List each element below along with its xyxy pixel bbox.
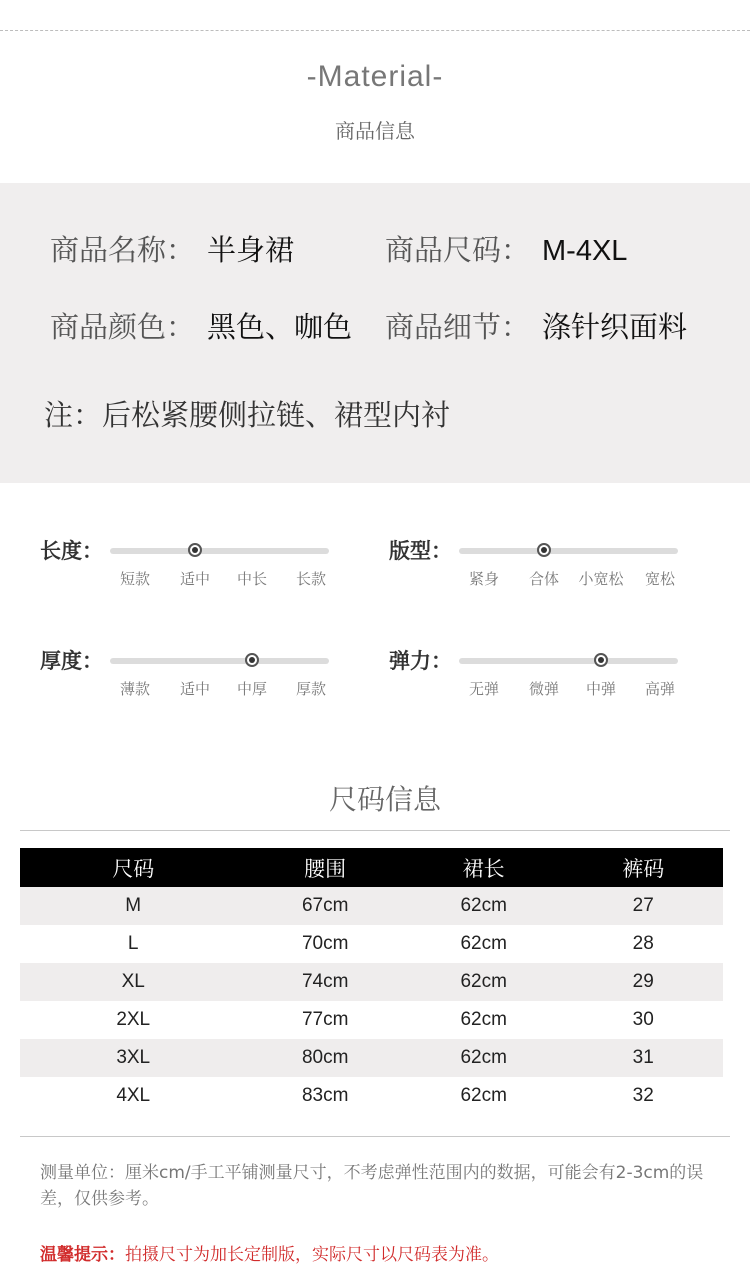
attribute-label: 弹力： [389, 649, 452, 673]
attribute-option: 小宽松 [578, 570, 624, 588]
product-color-value: 黑色、咖色 [207, 310, 353, 344]
table-cell: 4XL [20, 1077, 246, 1115]
size-chart-table [20, 848, 723, 1115]
product-name-row [50, 228, 294, 269]
attribute-track [110, 658, 329, 664]
attribute-indicator [594, 653, 608, 667]
attribute-option: 微弹 [528, 680, 560, 698]
attribute-indicator [188, 543, 202, 557]
attribute-option: 薄款 [119, 680, 151, 698]
column-header: 裤码 [563, 848, 723, 887]
table-cell: 27 [563, 887, 723, 925]
attribute-option: 无弹 [468, 680, 500, 698]
product-color-row [50, 305, 352, 346]
size-chart-bottom-divider [20, 1136, 730, 1137]
section-title-material: -Material- [306, 60, 444, 93]
table-cell: 80cm [246, 1039, 403, 1077]
table-cell: 62cm [404, 887, 564, 925]
attribute-track [459, 548, 678, 554]
table-cell: 32 [563, 1077, 723, 1115]
attribute-thickness [40, 645, 380, 705]
table-cell: M [20, 887, 246, 925]
attribute-track [459, 658, 678, 664]
table-cell: 83cm [246, 1077, 403, 1115]
table-cell: 62cm [404, 1001, 564, 1039]
attribute-option: 中厚 [236, 680, 268, 698]
product-color-label: 商品颜色： [50, 310, 196, 344]
attribute-label: 版型： [389, 539, 452, 563]
top-dashed-divider [0, 30, 750, 31]
product-name-value: 半身裙 [207, 233, 295, 267]
table-row [20, 1001, 723, 1039]
product-size-label: 商品尺码： [385, 233, 531, 267]
table-cell: 31 [563, 1039, 723, 1077]
attribute-indicator [245, 653, 259, 667]
product-size-row [385, 228, 627, 269]
measurement-footnote: 测量单位：厘米cm/手工平铺测量尺寸，不考虑弹性范围内的数据，可能会有2-3cm的误差，仅供参考。 [40, 1163, 704, 1209]
table-cell: 62cm [404, 925, 564, 963]
table-cell: 62cm [404, 1077, 564, 1115]
attribute-option: 高弹 [644, 680, 676, 698]
attribute-elasticity [389, 645, 729, 705]
attribute-option: 厚款 [295, 680, 327, 698]
attribute-option: 宽松 [644, 570, 676, 588]
table-cell: 3XL [20, 1039, 246, 1077]
product-info-panel [0, 183, 750, 483]
table-cell: 30 [563, 1001, 723, 1039]
table-cell: 28 [563, 925, 723, 963]
table-cell: 62cm [404, 963, 564, 1001]
attribute-indicator [537, 543, 551, 557]
attribute-option: 适中 [179, 570, 211, 588]
table-cell: 2XL [20, 1001, 246, 1039]
section-subtitle: 商品信息 [335, 119, 415, 143]
table-cell: L [20, 925, 246, 963]
size-chart-header-row [20, 848, 723, 887]
table-row [20, 963, 723, 1001]
size-chart-title: 尺码信息 [328, 783, 441, 816]
warning-label: 温馨提示： [40, 1245, 125, 1265]
table-row [20, 925, 723, 963]
column-header: 尺码 [20, 848, 246, 887]
table-cell: 67cm [246, 887, 403, 925]
table-row [20, 887, 723, 925]
product-name-label: 商品名称： [50, 233, 196, 267]
product-note: 注：后松紧腰侧拉链、裙型内衬 [44, 398, 451, 432]
product-detail-value: 涤针织面料 [542, 310, 688, 344]
attribute-label: 厚度： [40, 649, 103, 673]
product-size-value: M-4XL [542, 235, 628, 267]
table-cell: 29 [563, 963, 723, 1001]
attribute-option: 中弹 [585, 680, 617, 698]
attribute-option: 短款 [119, 570, 151, 588]
warning-text: 拍摄尺寸为加长定制版，实际尺寸以尺码表为准。 [125, 1245, 499, 1265]
table-cell: 74cm [246, 963, 403, 1001]
attribute-option: 适中 [179, 680, 211, 698]
attribute-track [110, 548, 329, 554]
table-cell: 77cm [246, 1001, 403, 1039]
attribute-option: 合体 [528, 570, 560, 588]
attribute-option: 中长 [236, 570, 268, 588]
attribute-label: 长度： [40, 539, 103, 563]
column-header: 裙长 [404, 848, 564, 887]
product-detail-row [385, 305, 687, 346]
table-cell: 62cm [404, 1039, 564, 1077]
attribute-option: 紧身 [468, 570, 500, 588]
size-chart-top-divider [20, 830, 730, 831]
product-detail-label: 商品细节： [385, 310, 531, 344]
attribute-fit [389, 535, 729, 595]
table-row [20, 1039, 723, 1077]
table-cell: 70cm [246, 925, 403, 963]
warning-notice [40, 1240, 499, 1265]
attribute-length [40, 535, 380, 595]
column-header: 腰围 [246, 848, 403, 887]
attribute-option: 长款 [295, 570, 327, 588]
table-row [20, 1077, 723, 1115]
table-cell: XL [20, 963, 246, 1001]
